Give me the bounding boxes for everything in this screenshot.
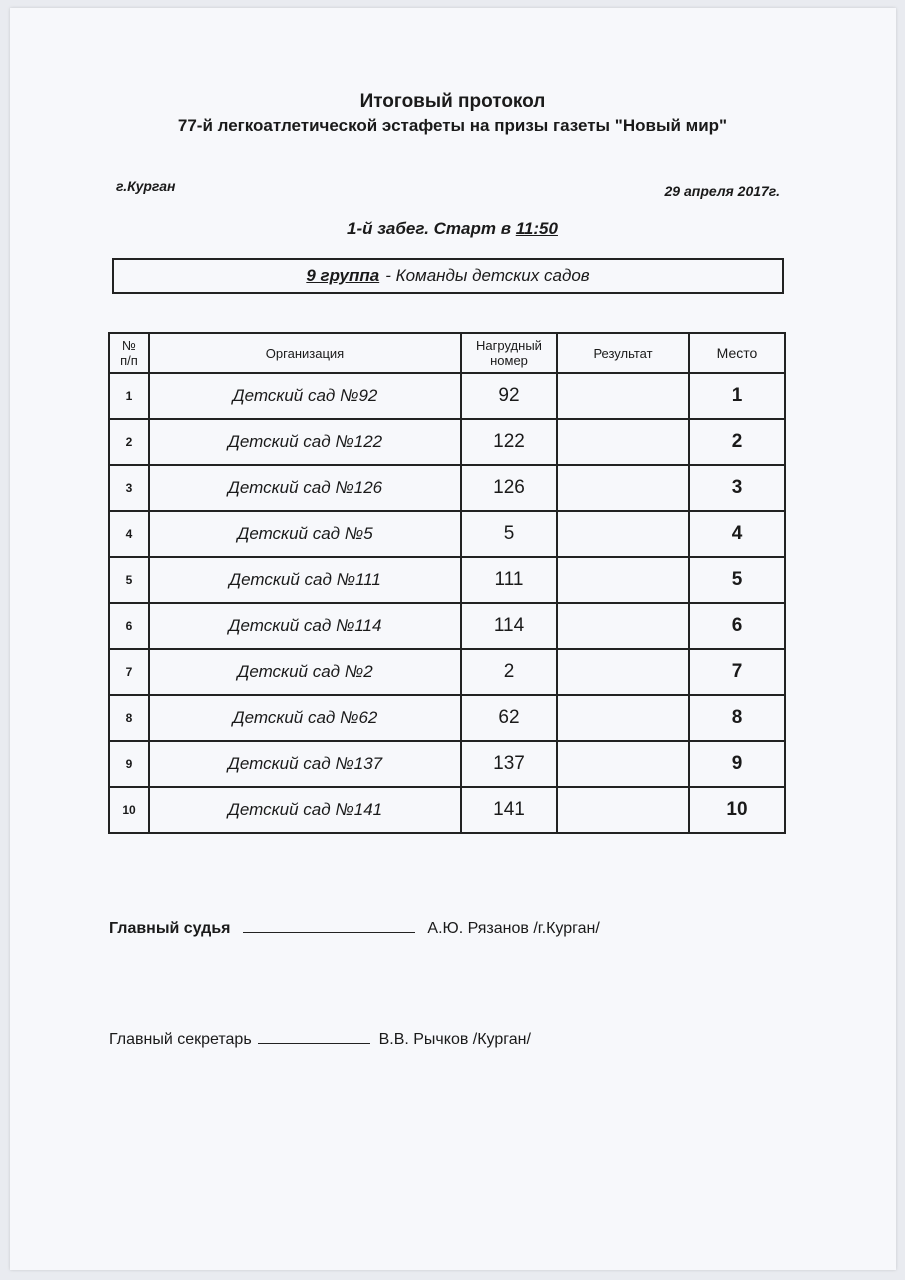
row-place: 9	[689, 741, 785, 787]
row-bib: 5	[461, 511, 557, 557]
row-result	[557, 419, 689, 465]
city-label: г.Курган	[116, 178, 176, 194]
row-bib: 137	[461, 741, 557, 787]
row-org: Детский сад №114	[149, 603, 461, 649]
row-place: 1	[689, 373, 785, 419]
table-row	[109, 741, 785, 787]
group-box	[112, 258, 784, 294]
row-bib: 111	[461, 557, 557, 603]
row-result	[557, 557, 689, 603]
row-num: 6	[109, 603, 149, 649]
group-description: - Команды детских садов	[385, 266, 590, 285]
secretary-signature-line	[258, 1029, 370, 1044]
row-bib: 114	[461, 603, 557, 649]
results-table	[108, 332, 786, 834]
table-row	[109, 787, 785, 833]
table-header-row	[109, 333, 785, 373]
row-org: Детский сад №141	[149, 787, 461, 833]
heat-heading	[0, 219, 905, 239]
secretary-signature	[109, 1029, 531, 1049]
row-place: 3	[689, 465, 785, 511]
row-org: Детский сад №122	[149, 419, 461, 465]
secretary-name: В.В. Рычков /Курган/	[378, 1031, 531, 1048]
row-place: 6	[689, 603, 785, 649]
row-result	[557, 603, 689, 649]
row-num: 4	[109, 511, 149, 557]
document-title: Итоговый протокол	[359, 91, 546, 112]
row-num: 8	[109, 695, 149, 741]
row-bib: 126	[461, 465, 557, 511]
row-num: 3	[109, 465, 149, 511]
row-num: 2	[109, 419, 149, 465]
table-row	[109, 557, 785, 603]
row-num: 10	[109, 787, 149, 833]
row-num: 9	[109, 741, 149, 787]
row-org: Детский сад №111	[149, 557, 461, 603]
heat-label: 1-й забег. Старт в	[347, 219, 511, 238]
row-place: 10	[689, 787, 785, 833]
row-result	[557, 511, 689, 557]
secretary-role: Главный секретарь	[109, 1031, 252, 1048]
row-result	[557, 741, 689, 787]
document-subtitle: 77-й легкоатлетической эстафеты на призы газеты "Новый мир"	[177, 116, 728, 135]
column-header-place: Место	[689, 333, 785, 373]
judge-signature-line	[243, 918, 415, 933]
row-org: Детский сад №92	[149, 373, 461, 419]
row-num: 5	[109, 557, 149, 603]
column-header-result: Результат	[557, 333, 689, 373]
group-name: 9 группа	[306, 266, 380, 285]
column-header-bib: Нагрудный номер	[461, 333, 557, 373]
table-row	[109, 649, 785, 695]
row-result	[557, 649, 689, 695]
column-header-org: Организация	[149, 333, 461, 373]
row-place: 7	[689, 649, 785, 695]
row-place: 5	[689, 557, 785, 603]
table-row	[109, 419, 785, 465]
row-place: 4	[689, 511, 785, 557]
heat-time: 11:50	[515, 219, 558, 238]
row-bib: 62	[461, 695, 557, 741]
row-result	[557, 695, 689, 741]
row-bib: 92	[461, 373, 557, 419]
table-row	[109, 695, 785, 741]
judge-name: А.Ю. Рязанов /г.Курган/	[427, 920, 600, 937]
row-org: Детский сад №62	[149, 695, 461, 741]
judge-role: Главный судья	[109, 920, 231, 937]
column-header-num: № п/п	[109, 333, 149, 373]
row-bib: 141	[461, 787, 557, 833]
row-result	[557, 787, 689, 833]
table-row	[109, 465, 785, 511]
row-org: Детский сад №126	[149, 465, 461, 511]
date-label: 29 апреля 2017г.	[664, 183, 780, 199]
table-row	[109, 373, 785, 419]
row-bib: 2	[461, 649, 557, 695]
table-row	[109, 511, 785, 557]
row-place: 2	[689, 419, 785, 465]
row-num: 7	[109, 649, 149, 695]
row-place: 8	[689, 695, 785, 741]
row-num: 1	[109, 373, 149, 419]
row-org: Детский сад №137	[149, 741, 461, 787]
judge-signature	[109, 918, 600, 938]
row-org: Детский сад №5	[149, 511, 461, 557]
row-result	[557, 465, 689, 511]
table-row	[109, 603, 785, 649]
row-result	[557, 373, 689, 419]
row-bib: 122	[461, 419, 557, 465]
row-org: Детский сад №2	[149, 649, 461, 695]
